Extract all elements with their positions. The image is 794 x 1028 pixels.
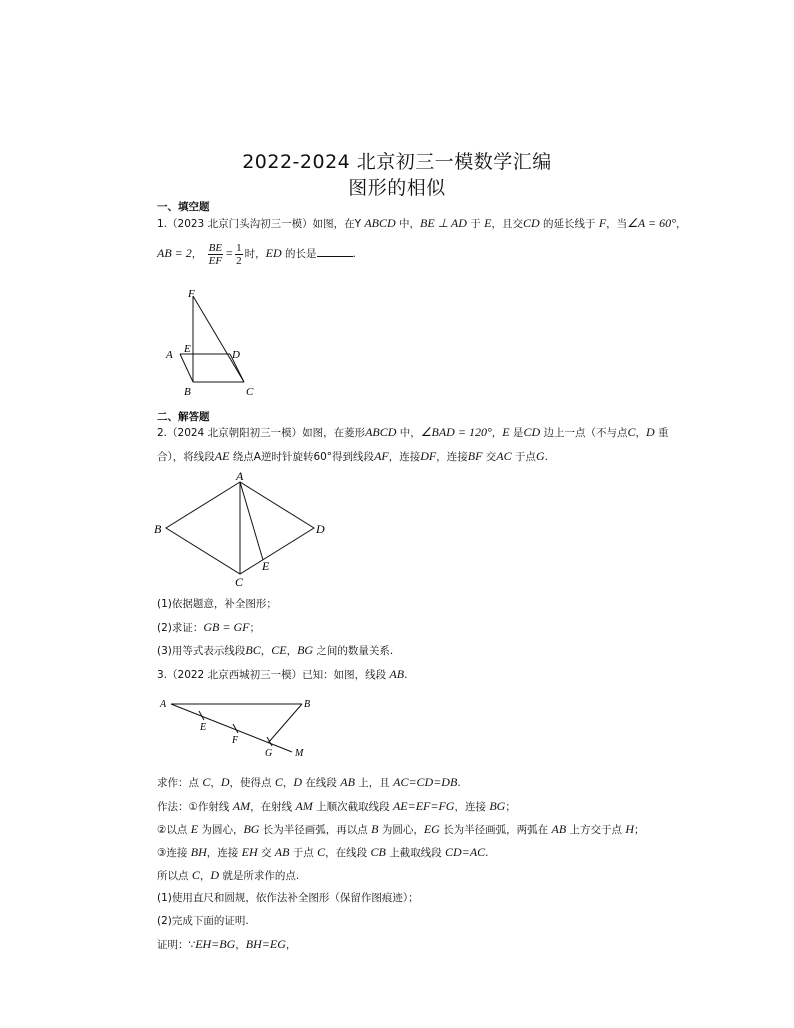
question-3-method-1: 作法：①作射线 AM，在射线 AM 上顺次截取线段 AE=EF=FG，连接 BG； [157,799,516,813]
point-label-B: B [304,699,311,710]
question-3-method-3: ③连接 BH，连接 EH 交 AB 于点 C，在线段 CB 上截取线段 CD=AC. [157,845,489,859]
fraction-one-half: $\frac{1}{2}$ [236,241,242,267]
question-2-part-2: (2)求证：GB = GF； [157,620,260,634]
figure-parallelogram [160,286,260,400]
point-label-M: M [295,748,304,759]
point-label-G: G [265,748,273,759]
question-3-part-2: (2)完成下面的证明. [157,915,249,927]
point-label-D: D [316,522,325,536]
question-3-conclusion: 所以点 C，D 就是所求作的点. [157,868,300,882]
point-label-F: F [188,288,195,300]
question-3-task: 求作：点 C，D，使得点 C，D 在线段 AB 上，且 AC=CD=DB. [157,775,461,789]
point-label-A: A [166,349,173,361]
question-3-proof-start: 证明：∵EH=BG，BH=EG， [157,937,297,951]
question-3-line-1: 3.（2022 北京西城初三一模）已知：如图，线段 AB. [157,667,408,681]
point-label-C: C [246,386,254,398]
question-2-part-3: (3)用等式表示线段BC，CE，BG 之间的数量关系. [157,643,394,657]
question-2-part-1: (1)依据题意，补全图形； [157,598,277,610]
section-heading-solve: 二、解答题 [157,411,210,423]
answer-blank [317,246,353,257]
question-3-method-2: ②以点 E 为圆心，BG 长为半径画弧，再以点 B 为圆心，EG 长为半径画弧，两弧在 AB 上方交于点 H； [157,822,645,836]
section-heading-fill-in: 一、填空题 [157,201,210,213]
question-2-line-1: 2.（2024 北京朝阳初三一模）如图，在菱形ABCD 中，∠BAD = 120°，E 是CD 边上一点（不与点C，D 重 [157,425,669,439]
question-1-line-2: AB = 2， $\frac{BE}{EF}$ = $\frac{1}{2}$ 时，ED 的长是 . [157,241,356,267]
point-label-B: B [154,522,162,536]
figure-segment-construction [156,692,326,764]
question-2-line-2: 合），将线段AE 绕点A逆时针旋转60°得到线段AF，连接DF，连接BF 交AC 于点G. [157,449,548,463]
point-label-E: E [262,559,270,573]
point-label-B: B [184,386,191,398]
point-label-A: A [236,470,244,483]
question-3-part-1: (1)使用直尺和圆规，依作法补全图形（保留作图痕迹）； [157,892,419,904]
point-label-E: E [200,722,207,733]
point-label-F: F [232,735,239,746]
point-label-A: A [160,699,167,710]
point-label-E: E [184,343,191,355]
page-title: 2022-2024 北京初三一模数学汇编 [242,151,552,173]
point-label-C: C [235,575,244,588]
question-1-line-1: 1.（2023 北京门头沟初三一模）如图，在Y ABCD 中，BE ⊥ AD 于 E，且交CD 的延长线于 F，当∠A = 60°， [157,216,687,230]
page-subtitle: 图形的相似 [348,177,446,199]
figure-rhombus [150,470,340,588]
fraction-be-over-ef: $\frac{BE}{EF}$ [208,241,223,267]
point-label-D: D [232,349,240,361]
